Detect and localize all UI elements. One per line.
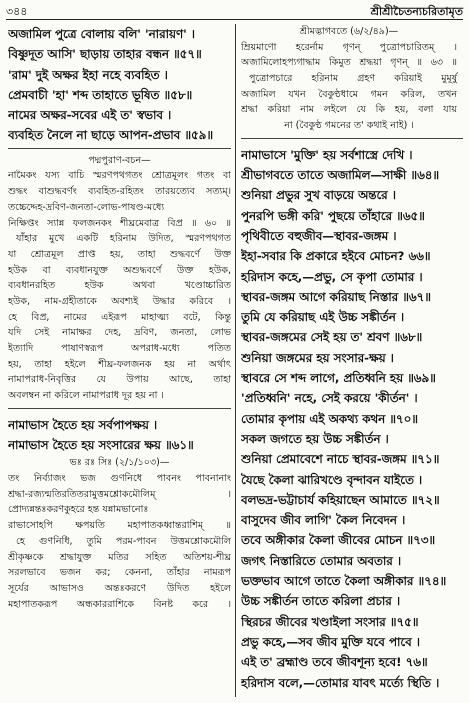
verse-line: হরিদাস বলে,—তোমার যাবৎ মর্ত্যে স্থিতি । [241,675,440,690]
verse-line: স্থাবর-জঙ্গম আগে করিয়াছ নিস্তার ॥৬৭॥ [241,289,431,304]
column-divider [235,24,236,697]
verse-line: ব্যবহিত নৈলে না ছাড়ে আপন-প্রভাব ॥৫৯॥ [8,128,213,143]
text-line: যাঁহার মুখে একটি হরিনাম উদিত, স্মরণপথগত [16,233,231,245]
verse-line: নামাভাস হৈতে হয় সর্বপাপক্ষয় । [8,417,158,432]
verse-line: শ্রীভাগবতে তাতে অজামিল—সাক্ষী ॥৬৪॥ [241,168,440,183]
text-line: সরলভাবে ভজন কর; কেননা, তাঁহার নামরূপ [8,567,231,579]
verse-line: প্রেমবাচী 'হা' শব্দ তাহাতে ভূষিত ॥৫৮॥ [8,87,193,102]
verse-line: 'প্রতিধ্বনি' নহে, সেই করয়ে 'কীর্তন' । [241,391,418,406]
text-line: ম্রিয়মাণো হরের্নাম গৃণন্ পুত্রোপচারিতম্ । [241,41,457,53]
verse-line: যৈছে কৈলা ঝারিখণ্ডে বৃন্দাবন যাইতে । [241,472,423,487]
verse-line: পুনরপি ভঙ্গী করি' পুছয়ে তাঁহারে ॥৬৫॥ [241,208,425,223]
text-line: শুদ্ধং বাশুদ্ধবর্ণং ব্যবহিত-রহিতং তারয়ত্যেব সত্যম্। [8,186,231,198]
text-line: হয়, তাহা হইলে শীঘ্র-ফলজনক হয় না অর্থাৎ [8,358,231,370]
verse-line: পৃথিবীতে বহুজীব—স্থাবর-জঙ্গম । [241,229,397,243]
running-title: শ্রীশ্রীচৈতন্যচরিতামৃত [370,5,463,18]
section-rule [8,408,231,415]
verse-line: নামাভাস হৈতে হয় সংসারের ক্ষয় ॥৬১॥ [8,438,194,453]
verse-line: ভক্তভাব আগে তাতে কৈলা অঙ্গীকার ॥৭৪॥ [241,574,447,589]
text-line: নামাপরাধ-নিবৃত্তির যে উপায় আছে, তাহা [8,374,231,386]
section-heading: পদ্মপুরাণ-বচন— [88,154,151,166]
text-line: তং নির্ব্যাজং ভজ গুণনিধে পাবনং পাবনানাং [8,473,231,485]
verse-line: শুনিয়া প্রভুর সুখ বাড়য়ে অন্তরে । [241,188,396,203]
verse-line: নামের অক্ষর-সবের এই ত' স্বভাব । [8,108,172,123]
verse-line: স্থাবরে সে শব্দ লাগে, প্রতিধ্বনি হয় ॥৬৯॥ [241,371,436,386]
text-line: যদি সেই নামাক্ষর দেহ, দ্রবিণ, জনতা, লোভ [8,327,231,339]
text-line: অজামিলোহপ্যগাদ্ধাম কিমুত শ্রদ্ধয়া গৃণন্ ॥ ৬৩ ॥ [241,57,457,69]
text-line: হে গুণনিধি, তুমি পরম-পাবন উত্তমশ্লোকমৌলি [16,535,231,547]
text-line: অবলম্বন না করিলে নামাপরাধ দূর হয় না । [8,390,164,402]
verse-line: তুমি যে করিয়াছ এই উচ্চ সঙ্কীর্তন । [241,310,405,325]
verse-line: স্থাবর-জঙ্গমের সেই হয় ত' শ্রবণ ॥৬৮॥ [241,330,423,345]
verse-line: তবে অঙ্গীকার কৈলা জীবের মোচন ॥৭৩॥ [241,533,436,548]
section-heading: না (বৈকুণ্ঠ গমনের ত' কথাই নাই) । [284,120,414,132]
text-line: নিক্ষিপ্তং স্যান্ন ফলজনকং শীঘ্রমেবাত্র বিপ্র ॥ ৬০ ॥ [8,217,231,229]
verse-line: সকল জগতে হয় উচ্চ সঙ্কীর্তন । [241,431,389,446]
text-line: হউক বা ব্যবধানযুক্ত অশুদ্ধবর্ণে উক্ত হউক, [8,264,231,276]
left-column [8,24,231,699]
text-line: মহাপাতকরূপ অন্ধকাররাশিকে বিনষ্ট করে । [8,598,231,610]
verse-line: শুনিয়া জঙ্গমের হয় সংসার-ক্ষয় । [241,350,394,365]
text-line: প্রোদ্যন্নন্তঃকরণকুহরে হন্ত যন্নামভানোঃ [8,504,149,516]
section-heading: ভঃ রঃ সিঃ (২/১/১০৩)— [69,457,170,469]
text-line: নামৈকং যস্য বাচি স্মরণপথগতং শ্রোত্রমূলং গতং বা [8,170,231,182]
text-line: তচ্চেদ্দেহ-দ্রবিণ-জনতা-লোভ-পাষণ্ড-মধ্যে [8,201,165,213]
text-line: শ্রদ্ধা-রজ্যন্মতিরতিতরামুত্তমশ্লোকমৌলিম্ । [8,488,231,500]
verse-line: বলভদ্র-ভট্টাচার্য কহিয়াছেন আমাতে ॥৭২॥ [241,492,440,507]
section-heading: শ্রীমদ্ভাগবতে (৬/২/৪৯)— [299,26,399,37]
verse-line: এই ত' ব্রহ্মাণ্ড তবে জীবশূন্য হবে! ৭৬॥ [241,655,428,670]
text-line: যা শ্রোত্রমূল প্রাপ্ত হয়, তাহা শুদ্ধবর্ণে উক্ত [8,248,231,260]
verse-line: ইহা-সবার কি প্রকারে হইবে মোচন? ৬৬॥ [241,249,431,264]
right-column [241,24,463,699]
verse-line: হরিদাস কহে,—প্রভু, সে কৃপা তোমার । [241,269,423,284]
text-line: ইত্যাদি পাষাণস্বরূপ অপরাধ-মধ্যে পতিত [8,343,231,355]
text-line: পুত্রোপচারে হরিনাম গ্রহণ করিয়াই মুমূর্ষু [249,73,457,85]
verse-line: বাসুদেব জীব লাগি' কৈল নিবেদন । [241,513,406,528]
verse-line: স্থিরচর জীবের খণ্ডাইলা সংসার ॥৭৫॥ [241,614,419,629]
page-header [6,3,463,18]
text-line: রাভাসোহপি ক্ষপয়তি মহাপাতকধ্বান্তরাশিম্ ॥ [8,520,231,532]
verse-line: 'রাম' দুই অক্ষর ইহা নহে ব্যবহিত । [8,67,168,82]
verse-line: উচ্চ সঙ্কীর্তন তাতে করিলা প্রচার । [241,594,401,609]
verse-line: তোমার কৃপায় এই অকথ্য কথন ॥৭০॥ [241,411,418,426]
text-line: হে বিপ্র, নামের এইরূপ মাহাত্ম্য বটে, কিন্তু [8,311,231,323]
text-line: অজামিল যখন বৈকুণ্ঠধামে গমন করিল, তখন [241,88,457,100]
text-line: সূর্যের আভাসও অন্তঃকরণে উদিত হইলে [8,582,231,594]
text-line: শ্রীকৃষ্ণকে শ্রদ্ধাযুক্ত মতির সহিত অতিশয়-শীঘ্র [8,551,231,563]
page-number: ৩৪৪ [6,5,28,18]
verse-line: জগৎ নিস্তারিতে তোমার অবতার । [241,553,402,568]
verse-line: নামাভাসে 'মুক্তি' হয় সর্বশাস্ত্রে দেখি । [241,147,413,162]
text-line: শ্রদ্ধা করিয়া নাম লইলে যে কি হয়, বলা যায় [241,104,457,116]
verse-line: অজামিল পুত্রে বোলায় বলি' 'নারায়ণ' । [8,27,196,41]
section-rule [241,138,463,145]
header-rule [6,19,463,20]
text-line: হউক, নাম-গ্রহীতাকে অবশ্যই উদ্ধার করিবে । [8,295,231,307]
verse-line: প্রভু কহে,—সব জীব মুক্তি যবে পাবে । [241,634,421,649]
verse-line: শুনিয়া প্রেমাবেশে নাচে স্থাবর-জঙ্গম ॥৭১॥ [241,452,440,467]
verse-line: বিষ্ণুদূত আসি' ছাড়ায় তাহার বন্ধন ॥৫৭॥ [8,47,202,62]
text-line: ব্যবধানরহিত হউক অথবা খণ্ডোচ্চারিত [8,280,231,292]
